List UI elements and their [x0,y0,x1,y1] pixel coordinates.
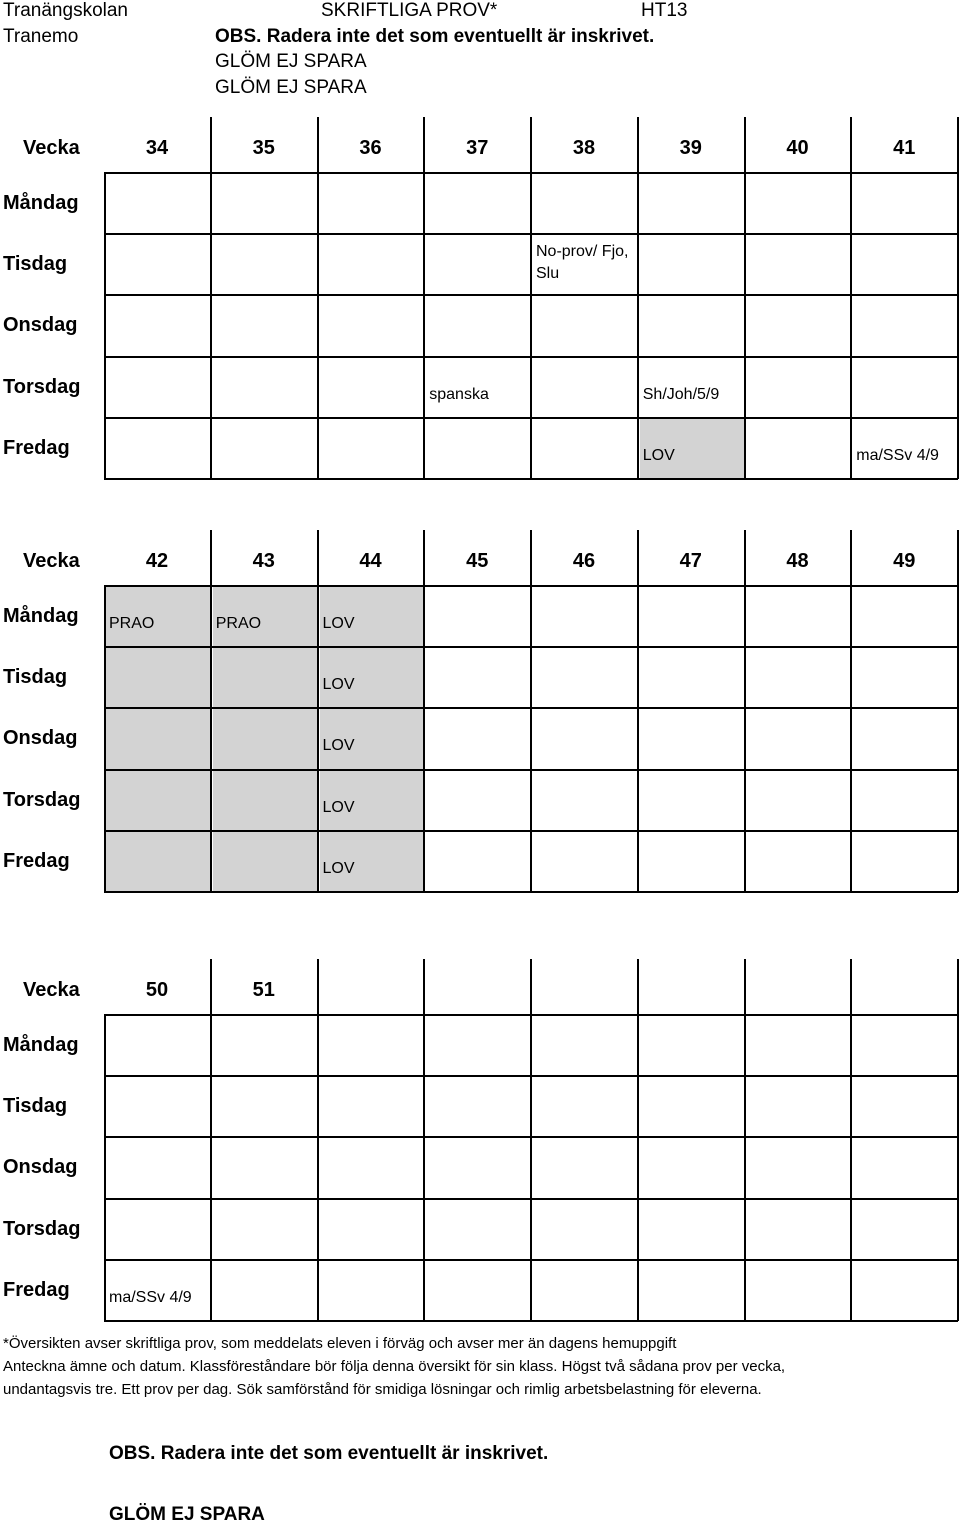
day-label: Fredag [3,436,70,459]
vecka-label: Vecka [23,550,80,572]
grid-line [104,173,106,479]
cell-entry: ma/SSv 4/9 [856,446,939,464]
cell-entry: No-prov/ Fjo, [536,243,629,261]
day-label: Måndag [3,192,79,214]
footnote-line: *Översikten avser skriftliga prov, som meddelats eleven i förväg och avser mer än dagens hemuppgift [3,1335,677,1352]
day-label: Fredag [3,1278,70,1301]
day-label: Onsdag [3,314,78,337]
week-number: 50 [145,979,169,1001]
week-number: 44 [359,550,382,572]
day-label: Fredag [3,849,70,872]
grid-line [104,1015,106,1321]
bottom-warning: OBS. Radera inte det som eventuellt är inskrivet. [109,1443,549,1464]
cell-entry: spanska [429,385,489,403]
week-number: 43 [252,550,275,572]
day-label: Måndag [3,1034,79,1056]
cell-entry: Slu [536,265,560,283]
day-label: Torsdag [3,788,81,811]
row-line [104,1259,958,1261]
page-title: SKRIFTLIGA PROV* [321,0,498,21]
day-label: Onsdag [3,727,78,750]
town-name: Tranemo [3,26,79,47]
cell-entry: LOV [322,737,355,755]
cell-entry: LOV [322,798,355,816]
cell-entry: Sh/Joh/5/9 [642,385,720,403]
week-number: 46 [572,550,596,572]
row-line [104,356,958,358]
shaded-cell [213,648,317,707]
cell-entry: LOV [642,446,675,464]
row-line [104,1136,958,1138]
row-line [104,1320,958,1322]
week-number: 51 [252,979,275,1001]
day-label: Måndag [3,605,79,627]
cell-entry: PRAO [109,615,155,632]
week-number: 41 [893,137,916,159]
day-label: Onsdag [3,1156,78,1179]
header-warning: OBS. Radera inte det som eventuellt är inskrivet. [215,26,655,47]
row-line [104,1014,958,1016]
week-number: 38 [572,137,596,159]
cell-entry: LOV [322,676,355,694]
shaded-cell [106,771,210,830]
row-line [104,417,958,419]
cell-entry: LOV [322,615,355,632]
day-label: Tisdag [3,1095,68,1118]
save-reminder: GLÖM EJ SPARA [215,51,367,72]
day-label: Tisdag [3,253,68,276]
shaded-cell [106,832,210,891]
shaded-cell [106,648,210,707]
row-line [104,233,958,235]
row-line [104,478,958,480]
week-number: 39 [679,137,702,159]
footnote-line: Anteckna ämne och datum. Klassföreståndare bör följa denna översikt för sin klass. Högst två sådana prov per vecka, [3,1358,786,1375]
week-number: 47 [679,550,702,572]
school-name: Tranängskolan [3,0,128,21]
shaded-cell [213,771,317,830]
row-line [104,1198,958,1200]
week-number: 37 [466,137,489,159]
day-label: Torsdag [3,375,81,398]
week-number: 35 [252,137,275,159]
term-label: HT13 [641,0,688,21]
save-reminder: GLÖM EJ SPARA [215,77,367,98]
cell-entry: LOV [322,859,355,877]
week-number: 36 [359,137,382,159]
shaded-cell [106,709,210,768]
bottom-save-reminder: GLÖM EJ SPARA [109,1504,265,1525]
shaded-cell [213,709,317,768]
cell-entry: PRAO [215,615,262,632]
footnote-line: undantagsvis tre. Ett prov per dag. Sök samförstånd för smidiga lösningar och rimlig arbetsbelastning för eleverna. [3,1381,762,1398]
shaded-cell [213,832,317,891]
row-line [104,294,958,296]
row-line [104,172,958,174]
day-label: Torsdag [3,1217,81,1240]
day-label: Tisdag [3,666,68,689]
row-line [104,1075,958,1077]
vecka-label: Vecka [23,979,80,1001]
week-number: 34 [145,137,169,159]
week-number: 49 [893,550,916,572]
week-number: 45 [466,550,489,572]
vecka-label: Vecka [23,137,80,159]
cell-entry: ma/SSv 4/9 [109,1288,192,1306]
row-line [104,891,958,893]
week-number: 42 [145,550,169,572]
week-number: 40 [786,137,809,159]
week-number: 48 [786,550,809,572]
